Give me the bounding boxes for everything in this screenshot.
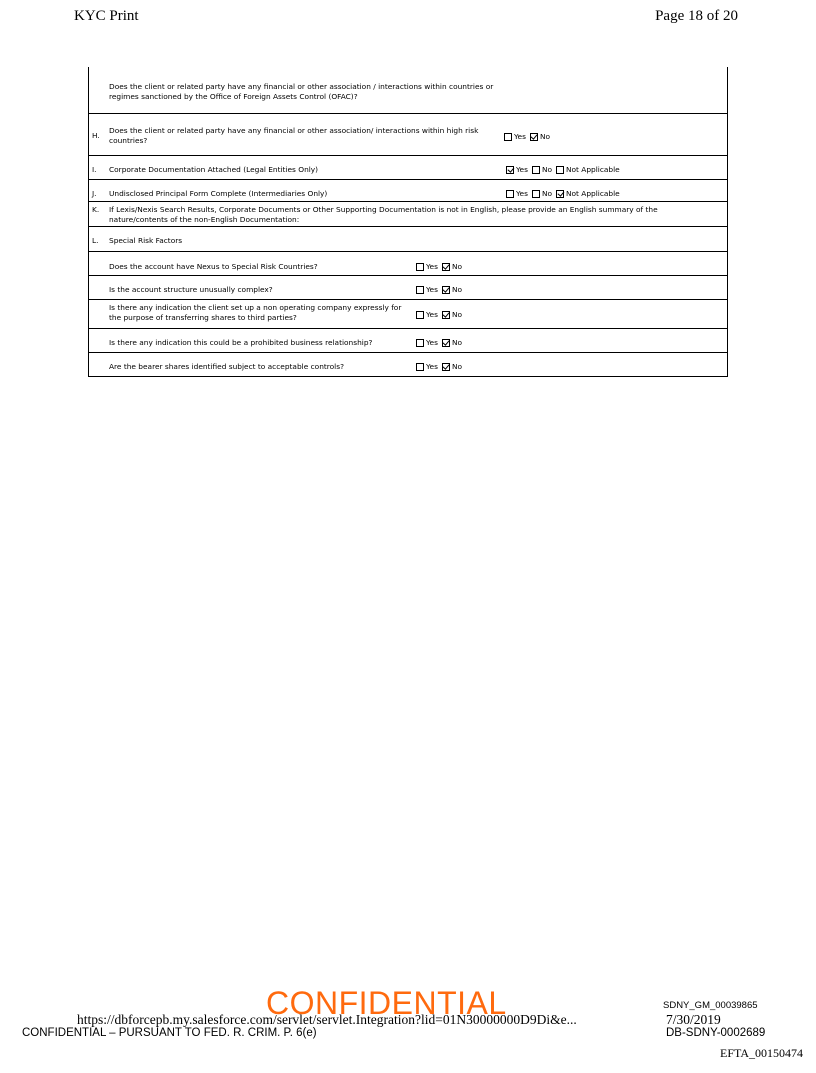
risk-row-complex — [89, 275, 727, 300]
checkbox-j-yes[interactable] — [506, 190, 514, 198]
risk-options — [416, 262, 466, 271]
print-title: KYC Print — [74, 8, 139, 24]
row-question: Are the bearer shares identified subject to acceptable controls? — [109, 362, 344, 371]
checkbox-bearer-yes[interactable] — [416, 363, 424, 371]
option-label: No — [541, 189, 552, 198]
option-label: Yes — [426, 262, 438, 271]
bates-db-sdny: DB-SDNY-0002689 — [666, 1027, 766, 1039]
print-url: https://dbforcepb.my.salesforce.com/servlet/servlet.Integration?lid=01N30000000D9Di&e... — [77, 1012, 577, 1027]
checkbox-nonop-yes[interactable] — [416, 311, 424, 319]
checkbox-h-yes[interactable] — [504, 133, 512, 141]
risk-options — [416, 362, 466, 371]
row-j-options — [506, 189, 624, 198]
row-h-options — [504, 132, 554, 141]
row-question: Is the account structure unusually complex? — [109, 285, 273, 294]
bates-sdny-gm: SDNY_GM_00039865 — [663, 1000, 758, 1011]
checkbox-i-no[interactable] — [532, 166, 540, 174]
checkbox-j-no[interactable] — [532, 190, 540, 198]
bates-efta: EFTA_00150474 — [720, 1046, 804, 1060]
option-label: Not Applicable — [566, 189, 620, 198]
option-label: No — [451, 310, 462, 319]
row-letter: L. — [92, 236, 99, 245]
checkbox-i-yes[interactable] — [506, 166, 514, 174]
checkbox-complex-no[interactable] — [442, 286, 450, 294]
ofac-question: Does the client or related party have any financial or other association / interactions within countries or regimes sanctioned by the Office of Foreign Assets Control (OFAC)? — [109, 82, 494, 101]
checkbox-j-not-applicable[interactable] — [556, 190, 564, 198]
kyc-form-table — [88, 67, 728, 377]
risk-row-prohibited — [89, 328, 727, 353]
option-label: No — [539, 132, 550, 141]
row-h — [89, 113, 727, 156]
row-question: Does the client or related party have any financial or other association/ interactions within high risk countries? — [109, 126, 479, 145]
option-label: Not Applicable — [566, 165, 620, 174]
option-label: No — [451, 285, 462, 294]
risk-row-nexus — [89, 251, 727, 276]
option-label: No — [451, 362, 462, 371]
risk-options — [416, 310, 466, 319]
checkbox-nexus-no[interactable] — [442, 263, 450, 271]
row-question: Corporate Documentation Attached (Legal Entities Only) — [109, 165, 319, 174]
option-label: No — [541, 165, 552, 174]
checkbox-prohibited-no[interactable] — [442, 339, 450, 347]
checkbox-i-not-applicable[interactable] — [556, 166, 564, 174]
option-label: Yes — [426, 310, 438, 319]
option-label: Yes — [516, 165, 528, 174]
option-label: No — [451, 338, 462, 347]
risk-options — [416, 285, 466, 294]
row-j — [89, 179, 727, 202]
risk-row-non-operating — [89, 299, 727, 329]
row-question: If Lexis/Nexis Search Results, Corporate Documents or Other Supporting Documentation is not in English, please provide an English summary of the nature/contents of the non-English Documentation: — [109, 205, 658, 224]
row-question: Is there any indication this could be a prohibited business relationship? — [109, 338, 373, 347]
option-label: Yes — [426, 285, 438, 294]
row-question: Does the account have Nexus to Special Risk Countries? — [109, 262, 318, 271]
checkbox-nonop-no[interactable] — [442, 311, 450, 319]
option-label: Yes — [426, 362, 438, 371]
print-date: 7/30/2019 — [666, 1012, 721, 1027]
checkbox-prohibited-yes[interactable] — [416, 339, 424, 347]
page-number: Page 18 of 20 — [655, 8, 738, 24]
risk-options — [416, 338, 466, 347]
row-question: Is there any indication the client set up a non operating company expressly for the purpose of transferring shares to third parties? — [109, 303, 402, 322]
row-question: Special Risk Factors — [109, 236, 183, 245]
row-letter: H. — [92, 131, 100, 140]
option-label: Yes — [426, 338, 438, 347]
checkbox-complex-yes[interactable] — [416, 286, 424, 294]
option-label: Yes — [516, 189, 528, 198]
row-letter: K. — [92, 205, 100, 214]
option-label: No — [451, 262, 462, 271]
checkbox-h-no[interactable] — [530, 133, 538, 141]
risk-row-bearer-shares — [89, 352, 727, 377]
row-i-options — [506, 165, 624, 174]
row-question: Undisclosed Principal Form Complete (Intermediaries Only) — [109, 189, 328, 198]
row-k — [89, 201, 727, 227]
option-label: Yes — [514, 132, 526, 141]
row-i — [89, 155, 727, 180]
confidentiality-notice: CONFIDENTIAL – PURSUANT TO FED. R. CRIM. P. 6(e) — [22, 1027, 317, 1039]
checkbox-bearer-no[interactable] — [442, 363, 450, 371]
row-letter: I. — [92, 165, 97, 174]
checkbox-nexus-yes[interactable] — [416, 263, 424, 271]
ofac-row — [89, 67, 727, 113]
row-l — [89, 226, 727, 252]
row-letter: J. — [92, 189, 97, 198]
confidential-stamp: CONFIDENTIAL — [266, 985, 507, 1021]
